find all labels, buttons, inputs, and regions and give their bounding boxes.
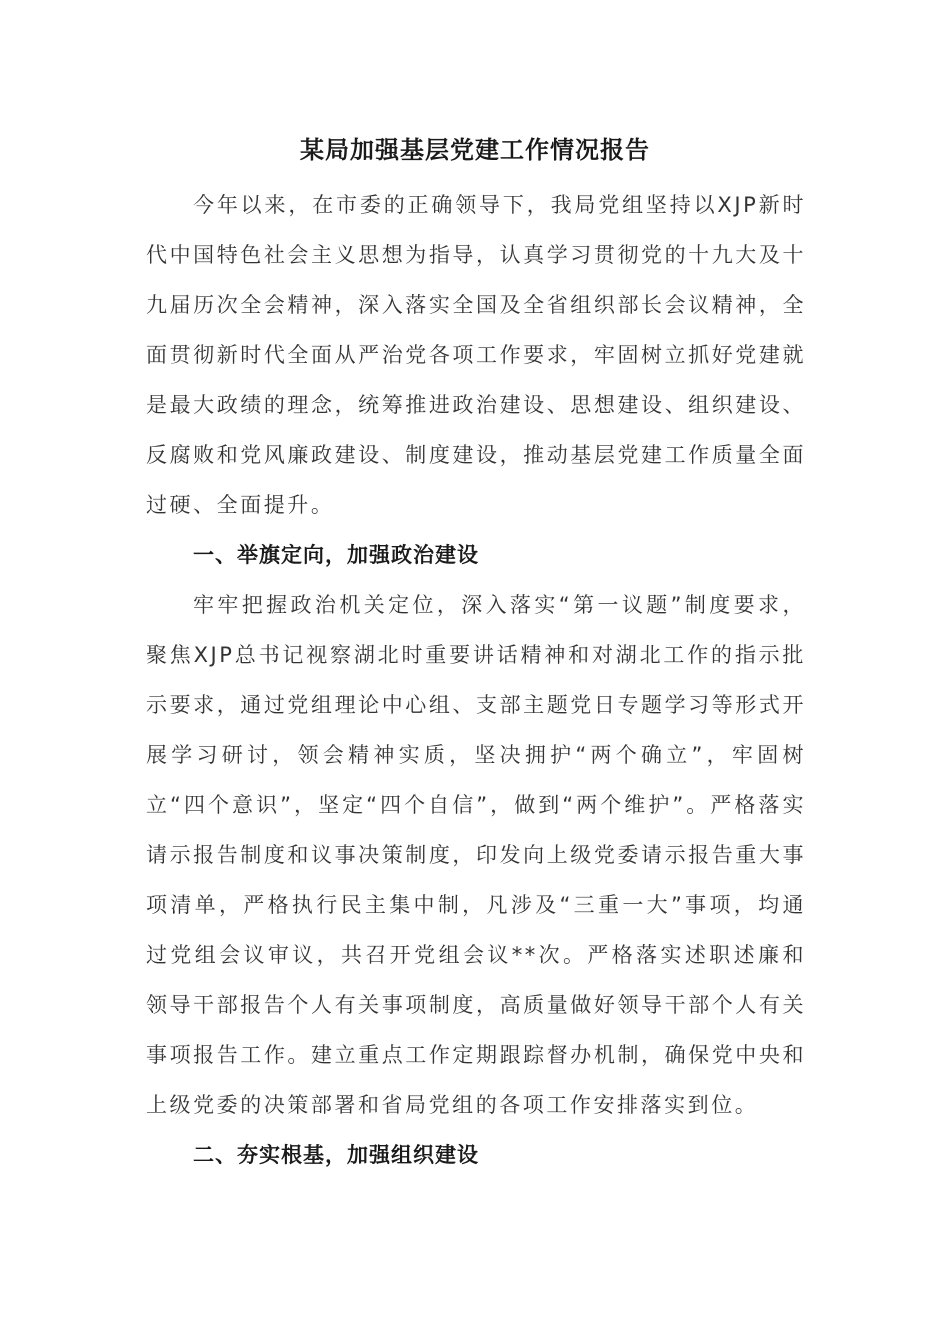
document-title: 某局加强基层党建工作情况报告	[300, 135, 650, 164]
document-body	[146, 180, 806, 1180]
intro-paragraph: 今年以来，在市委的正确领导下，我局党组坚持以XJP新时代中国特色社会主义思想为指导，认真学习贯彻党的十九大及十九届历次全会精神，深入落实全国及全省组织部长会议精神，全面贯彻新时代全面从严治党各项工作要求，牢固树立抓好党建就是最大政绩的理念，统筹推进政治建设、思想建设、组织建设、反腐败和党风廉政建设、制度建设，推动基层党建工作质量全面过硬、全面提升。	[146, 193, 806, 517]
section-1-paragraph: 牢牢把握政治机关定位，深入落实“第一议题”制度要求，聚焦XJP总书记视察湖北时重要讲话精神和对湖北工作的指示批示要求，通过党组理论中心组、支部主题党日专题学习等形式开展学习研讨，领会精神实质，坚决拥护“两个确立”，牢固树立“四个意识”，坚定“四个自信”，做到“两个维护”。严格落实请示报告制度和议事决策制度，印发向上级党委请示报告重大事项清单，严格执行民主集中制，凡涉及“三重一大”事项，均通过党组会议审议，共召开党组会议**次。严格落实述职述廉和领导干部报告个人有关事项制度，高质量做好领导干部个人有关事项报告工作。建立重点工作定期跟踪督办机制，确保党中央和上级党委的决策部署和省局党组的各项工作安排落实到位。	[146, 593, 806, 1117]
section-heading-2: 二、夯实根基，加强组织建设	[193, 1142, 479, 1167]
section-heading-1: 一、举旗定向，加强政治建设	[193, 542, 479, 567]
